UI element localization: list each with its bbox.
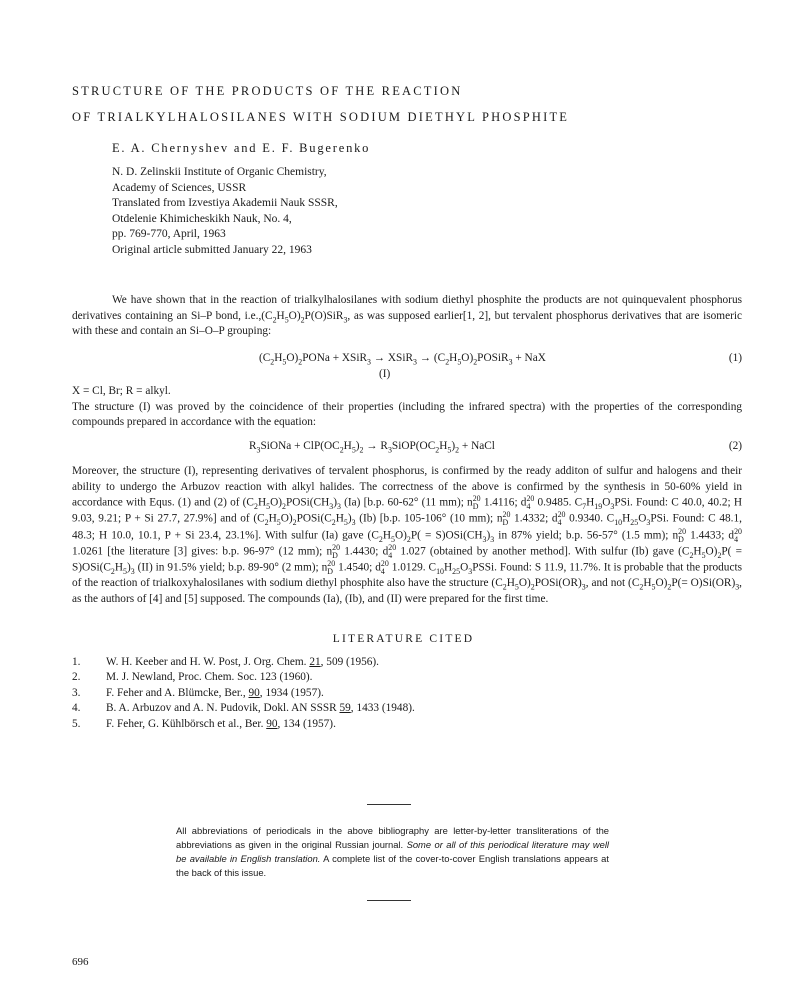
paragraph-definitions: X = Cl, Br; R = alkyl. The structure (I) was proved by the coincidence of their properties (including the infrared spectra) with the properties of the corresponding compounds prepared in accordance with the equation: (72, 385, 742, 429)
document-page: STRUCTURE OF THE PRODUCTS OF THE REACTION OF TRIALKYLHALOSILANES WITH SODIUM DIETHYL PHOSPHITE E. A. Chernyshev and E. F. Bugerenko N. D. Zelinskii Institute of Organic Chemistry, Academy of Sciences, USSR Translated from Izvestiya Akademii Nauk SSSR, Otdelenie Khimicheskikh Nauk, No. 4, pp. 769-770, April, 1963 Original article submitted January 22, 1963 We have shown that in the reaction of trialkylhalosilanes with sodium diethyl phosphite the products are not quinquevalent phosphorus derivatives containing an Si–P bond, $i.e.,(C_2H_5O)_2P(O)SiR_3$, as was supposed earlier[1, 2], but tervalent phosphorus derivatives that are isomeric with these and contain an Si–O–P grouping: $(C_2H_5O)_2PONa$ + XSiR$_3$ → XSiR$_3$ → $(C_2H_5O)_2POSiR_3$ + NaX (1) (I) X = Cl, Br; R = alkyl. The structure (I) was proved by the coincidence of their properties (including the infrared spectra) with the properties of the corresponding compounds prepared in accordance with the equation: $R_3SiONa + ClP(OC_2H_5)_2$ → $R_3SiOP(OC_2H_5)_2$ + NaCl (2) Moreover, the structure (I), representing derivatives of tervalent phosphorus, is confirmed by the ready additon of sulfur and halogens and their ability to undergo the Arbuzov reaction with alkyl halides. The correctness of the above is confirmed by the synthesis in 50-60% yield in accordance with Equs. (1) and (2) of $(C_2H_5O)_2POSi(CH_3)_3$ (Ia) [b.p. 60-62° (11 mm); n 20 D 1.4116; d 20 4 0.9485. $C_7H_{19}O_3PSi$. Found: C 40.0, 40.2; H 9.03, 9.21; P + Si 27.7, 27.9%] and of $(C_2H_5O)_2POSi(C_2H_5)_3$ (Ib) [b.p. 105-106° (10 mm); n 20 D 1.4332; d 20 4 0.9340. $C_{10}H_{25}O_3PSi$. Found: C 48.1, 48.3; H 10.0, 10.1, P + Si 23.4, 23.1%]. With sulfur (Ia) gave $(C_2H_5O)_2P( = S)OSi(CH_3)_3$ in 87% yield; b.p. 56-57° (1.5 mm); n 20 D 1.4433; d 20 4 1.0261 [the literature [3] gives: b.p. 96-97° (12 mm); n 20 D 1.4430; d 20 4 1.027 (obtained by another method]. With sulfur (Ib) gave $(C_2H_5O)_2P( = S)OSi(C_2H_5)_3$ (II) in 91.5% yield; b.p. 89-90° (2 mm); n 20 D 1.4540; d 20 4 1.0129. $C_{10}H_{25}O_3PSSi$. Found: S 11.9, 11.7%. It is probable that the products of the reaction of trialkoxyhalosilanes with sodium diethyl phosphite also have the structure $(C_2H_5O)_2POSi(OR)_3$, and not $(C_2H_5O)_2P(= O)Si(OR)_3$, as the authors of [4] and [5] supposed. The compounds (Ia), (Ib), and (II) were prepared for the first time. LITERATURE CITED 1. W. H. Keeber and H. W. Post, J. Org. Chem. 21, 509 (1956). 2. M. J. Newland, Proc. Chem. Soc. 123 (1960). 3. F. Feher and A. Blümcke, Ber., 90, 1934 (1957). 4. B. A. Arbuzov and A. N. Pudovik, Dokl. AN SSSR 59, 1433 (1948). 5. F. Feher, G. Kühlbörsch et al., Ber. 90, 134 (1957). All abbreviations of periodicals in the above bibliography are letter-by-letter transliterations of the abbreviations as given in the original Russian journal. Some or all of this periodical literature may well be available in English translation. A complete list of the cover-to-cover English translations appears at the back of this issue. 696 (0, 0, 807, 988)
authors: E. A. Chernyshev and E. F. Bugerenko (112, 141, 371, 155)
divider (367, 804, 411, 805)
affiliation-line: Academy of Sciences, USSR (112, 181, 247, 194)
equation-2-expression: $R_3SiONa + ClP(OC_2H_5)_2$ → $R_3SiOP(OC_2H_5)_2$ + NaCl (249, 440, 495, 455)
equation-1-number: (1) (728, 352, 742, 364)
equation-1-expression: $(C_2H_5O)_2PONa$ + XSiR$_3$ → XSiR$_3$ → $(C_2H_5O)_2POSiR_3$ + NaX (259, 352, 546, 367)
literature-heading: LITERATURE CITED (332, 633, 475, 645)
affiliation-line: Otdelenie Khimicheskikh Nauk, No. 4, (112, 212, 292, 225)
divider (367, 900, 411, 901)
paragraph-intro: We have shown that in the reaction of trialkylhalosilanes with sodium diethyl phosphite the products are not quinquevalent phosphorus derivatives containing an Si–P bond, $i.e.,(C_2H_5O)_2P(O)SiR_3$, as was supposed earlier[1, 2], but tervalent phosphorus derivatives that are isomeric with these and contain an Si–O–P grouping: (72, 294, 742, 338)
equation-2-number: (2) (728, 440, 742, 452)
affiliation-line: pp. 769-770, April, 1963 (112, 228, 226, 240)
affiliation-line: Original article submitted January 22, 1963 (112, 243, 312, 256)
paragraph-results: Moreover, the structure (I), representing derivatives of tervalent phosphorus, is confirmed by the ready additon of sulfur and halogens and their ability to undergo the Arbuzov reaction with alkyl halides. The correctness of the above is confirmed by the synthesis in 50-60% yield in accordance with Equs. (1) and (2) of $(C_2H_5O)_2POSi(CH_3)_3$ (Ia) [b.p. 60-62° (11 mm); n 20 D 1.4116; d 20 4 0.9485. $C_7H_{19}O_3PSi$. Found: C 40.0, 40.2; H 9.03, 9.21; P + Si 27.7, 27.9%] and of $(C_2H_5O)_2POSi(C_2H_5)_3$ (Ib) [b.p. 105-106° (10 mm); n 20 D 1.4332; d 20 4 0.9340. $C_{10}H_{25}O_3PSi$. Found: C 48.1, 48.3; H 10.0, 10.1, P + Si 23.4, 23.1%]. With sulfur (Ia) gave $(C_2H_5O)_2P( = S)OSi(CH_3)_3$ in 87% yield; b.p. 56-57° (1.5 mm); n 20 D 1.4433; d 20 4 1.0261 [the literature [3] gives: b.p. 96-97° (12 mm); n 20 D 1.4430; d 20 4 1.027 (obtained by another method]. With sulfur (Ib) gave $(C_2H_5O)_2P( = S)OSi(C_2H_5)_3$ (II) in 91.5% yield; b.p. 89-90° (2 mm); n 20 D 1.4540; d 20 4 1.0129. $C_{10}H_{25}O_3PSSi$. Found: S 11.9, 11.7%. It is probable that the products of the reaction of trialkoxyhalosilanes with sodium diethyl phosphite also have the structure $(C_2H_5O)_2POSi(OR)_3$, and not $(C_2H_5O)_2P(= O)Si(OR)_3$, as the authors of [4] and [5] supposed. The compounds (Ia), (Ib), and (II) were prepared for the first time. (72, 465, 743, 605)
article-title-line-2: OF TRIALKYLHALOSILANES WITH SODIUM DIETHYL PHOSPHITE (72, 110, 570, 124)
footnote: All abbreviations of periodicals in the above bibliography are letter-by-letter transliterations of the abbreviations as given in the original Russian journal. Some or all of this periodical literature may well be available in English translation. A complete list of the cover-to-cover English translations appears at the back of this issue. (176, 825, 609, 878)
article-title-line-1: STRUCTURE OF THE PRODUCTS OF THE REACTION (72, 84, 463, 98)
affiliation-line: N. D. Zelinskii Institute of Organic Chemistry, (112, 166, 327, 178)
page-number: 696 (72, 956, 89, 968)
affiliation-block (112, 165, 338, 258)
affiliation-line: Translated from Izvestiya Akademii Nauk SSSR, (112, 197, 338, 209)
compound-label-I: (I) (379, 368, 391, 380)
